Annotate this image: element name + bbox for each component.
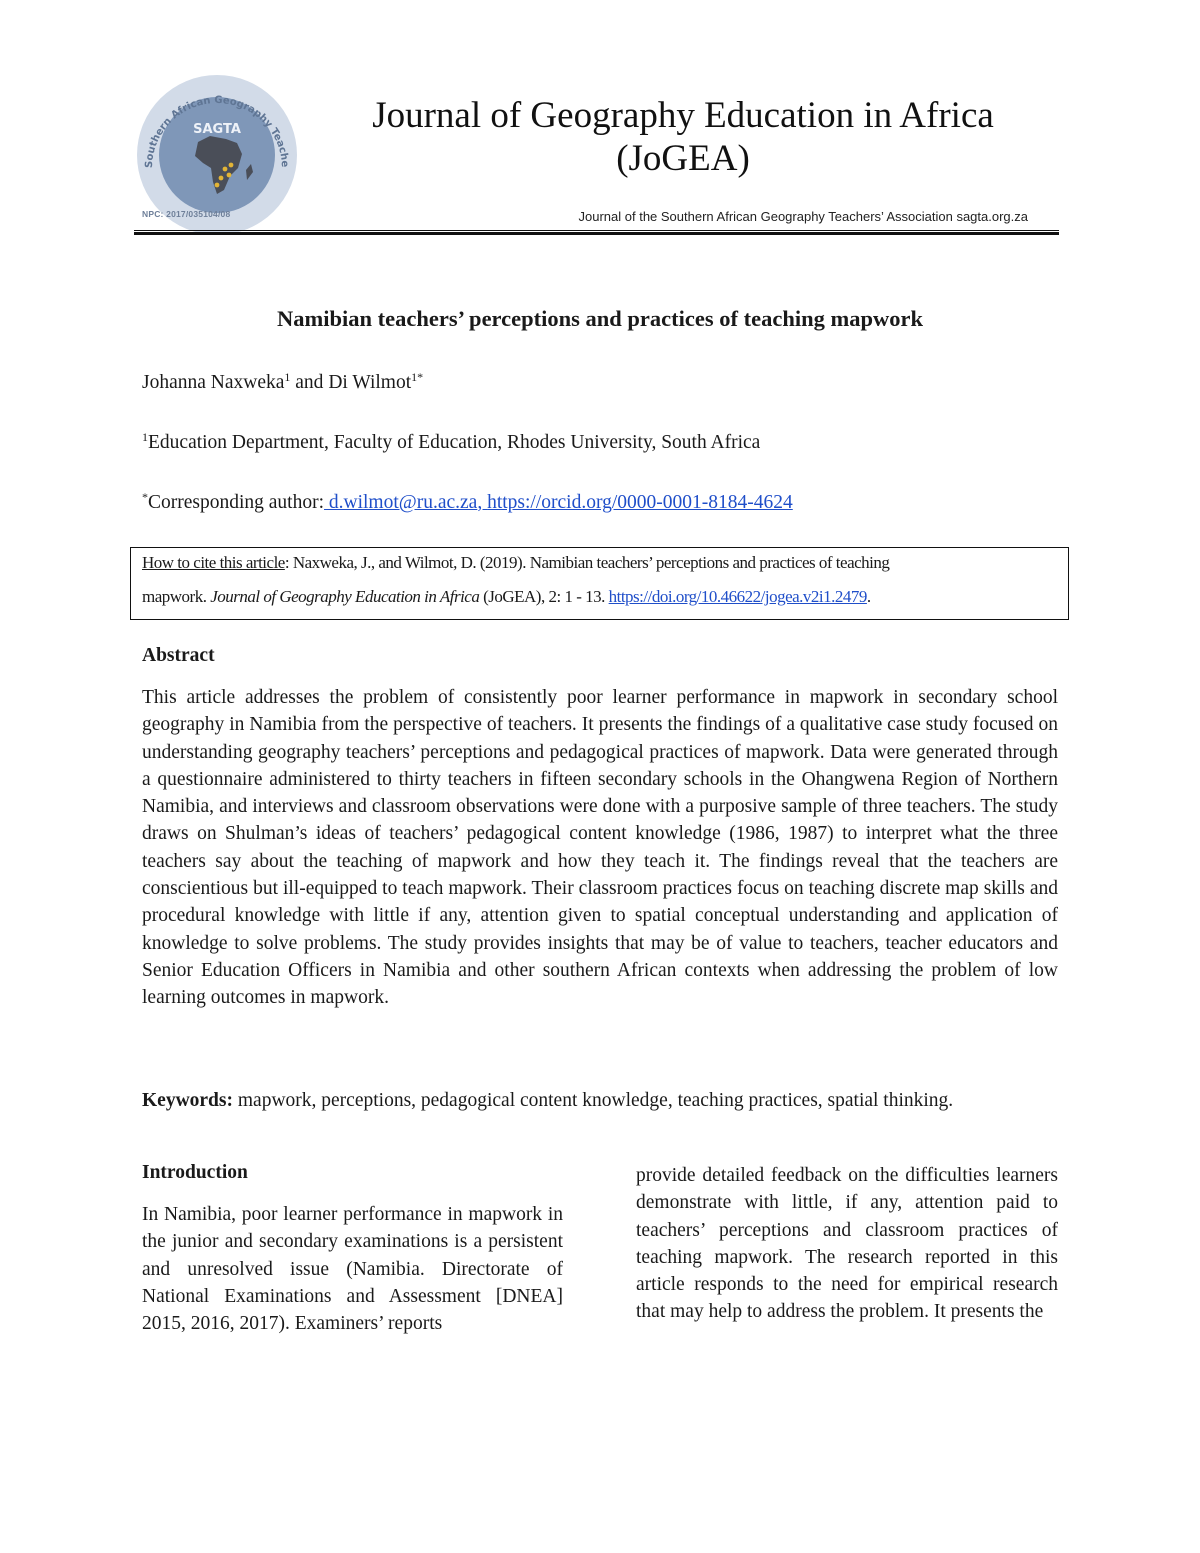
citation-end: . bbox=[866, 587, 871, 606]
intro-right-column: provide detailed feedback on the difficulties learners demonstrate with little, if any, attention paid to teachers’ perceptions and classroom practices of teaching mapwork. The research reported in this article responds to the need for empirical research that may help to address the problem. It presents the bbox=[636, 1165, 1058, 1323]
authors bbox=[142, 372, 423, 394]
citation-label: How to cite this article bbox=[142, 553, 285, 572]
journal-subtitle: Journal of the Southern African Geography Teachers’ Association sagta.org.za bbox=[578, 209, 1028, 224]
logo-ring-text: Southern African Geography Teache bbox=[143, 94, 291, 169]
citation-line-2 bbox=[142, 587, 871, 607]
intro-left-column: In Namibia, poor learner performance in mapwork in the junior and secondary examinations is a persistent and unresolved issue (Namibia. Directorate of National Examinations and Assessment [DNEA] 2015, 2016, 2017). Examiners’ reports bbox=[142, 1204, 563, 1335]
citation-line2-start: mapwork. bbox=[142, 587, 211, 606]
author-2-sup: 1* bbox=[411, 370, 424, 384]
citation-line-1 bbox=[142, 553, 889, 573]
email-sep: , bbox=[477, 492, 488, 513]
affiliation-sup: 1 bbox=[142, 430, 148, 444]
corresponding-label: Corresponding author: bbox=[148, 492, 325, 513]
affiliation bbox=[142, 432, 760, 454]
corresponding-author bbox=[142, 492, 793, 514]
author-1: Johanna Naxweka bbox=[142, 372, 285, 393]
citation-line1-text: : Naxweka, J., and Wilmot, D. (2019). Namibian teachers’ perceptions and practices of teaching bbox=[284, 553, 890, 572]
author-1-sup: 1 bbox=[284, 370, 291, 384]
header-rule-thick bbox=[134, 232, 1059, 235]
abstract-heading: Abstract bbox=[142, 645, 215, 666]
doi-link[interactable]: https://doi.org/10.46622/jogea.v2i1.2479 bbox=[608, 587, 867, 606]
citation-line2-mid: (JoGEA), 2: 1 - 13. bbox=[479, 587, 609, 606]
introduction-heading: Introduction bbox=[142, 1162, 248, 1183]
journal-title bbox=[318, 94, 1048, 180]
citation-journal: Journal of Geography Education in Africa bbox=[210, 587, 480, 606]
author-2: Di Wilmot bbox=[328, 372, 412, 393]
keywords bbox=[142, 1087, 1058, 1115]
corresponding-sup: * bbox=[142, 490, 148, 504]
author-conj: and bbox=[290, 372, 329, 393]
orcid-link[interactable]: https://orcid.org/0000-0001-8184-4624 bbox=[487, 492, 793, 513]
header-rule-thin bbox=[134, 230, 1059, 231]
abstract-body: This article addresses the problem of consistently poor learner performance in mapwork in secondary school geography in Namibia from the perspective of teachers. It presents the findings of a qualitative case study focused on understanding geography teachers’ perceptions and pedagogical practices of mapwork. Data were generated through a questionnaire administered to thirty teachers in fifteen secondary schools in the Ohangwena Region of Northern Namibia, and interviews and classroom observations were done with a purposive sample of three teachers. The study draws on Shulman’s ideas of teachers’ pedagogical content knowledge (1986, 1987) to interpret what the three teachers say about the teaching of mapwork and how they teach it. The findings reveal that the teachers are conscientious but ill-equipped to teach mapwork. Their classroom practices focus on teaching discrete map skills and procedural knowledge with little if any, attention given to spatial conceptual understanding and application of knowledge to solve problems. The study provides insights that may be of value to teachers, teacher educators and Senior Education Officers in Namibia and other southern African contexts when addressing the problem of low learning outcomes in mapwork. bbox=[142, 687, 1058, 1009]
affiliation-text: Education Department, Faculty of Education, Rhodes University, South Africa bbox=[148, 432, 761, 453]
keywords-label: Keywords: bbox=[142, 1090, 233, 1111]
keywords-text: mapwork, perceptions, pedagogical content knowledge, teaching practices, spatial thinking. bbox=[233, 1090, 954, 1111]
article-title: Namibian teachers’ perceptions and practices of teaching mapwork bbox=[277, 306, 923, 331]
npc-number: NPC: 2017/035104/08 bbox=[142, 209, 231, 219]
email-link[interactable]: d.wilmot@ru.ac.za bbox=[324, 492, 478, 513]
journal-title-line1: Journal of Geography Education in Africa bbox=[372, 95, 994, 136]
journal-title-line2: (JoGEA) bbox=[616, 138, 750, 179]
logo-badge-text: SAGTA bbox=[193, 122, 241, 137]
